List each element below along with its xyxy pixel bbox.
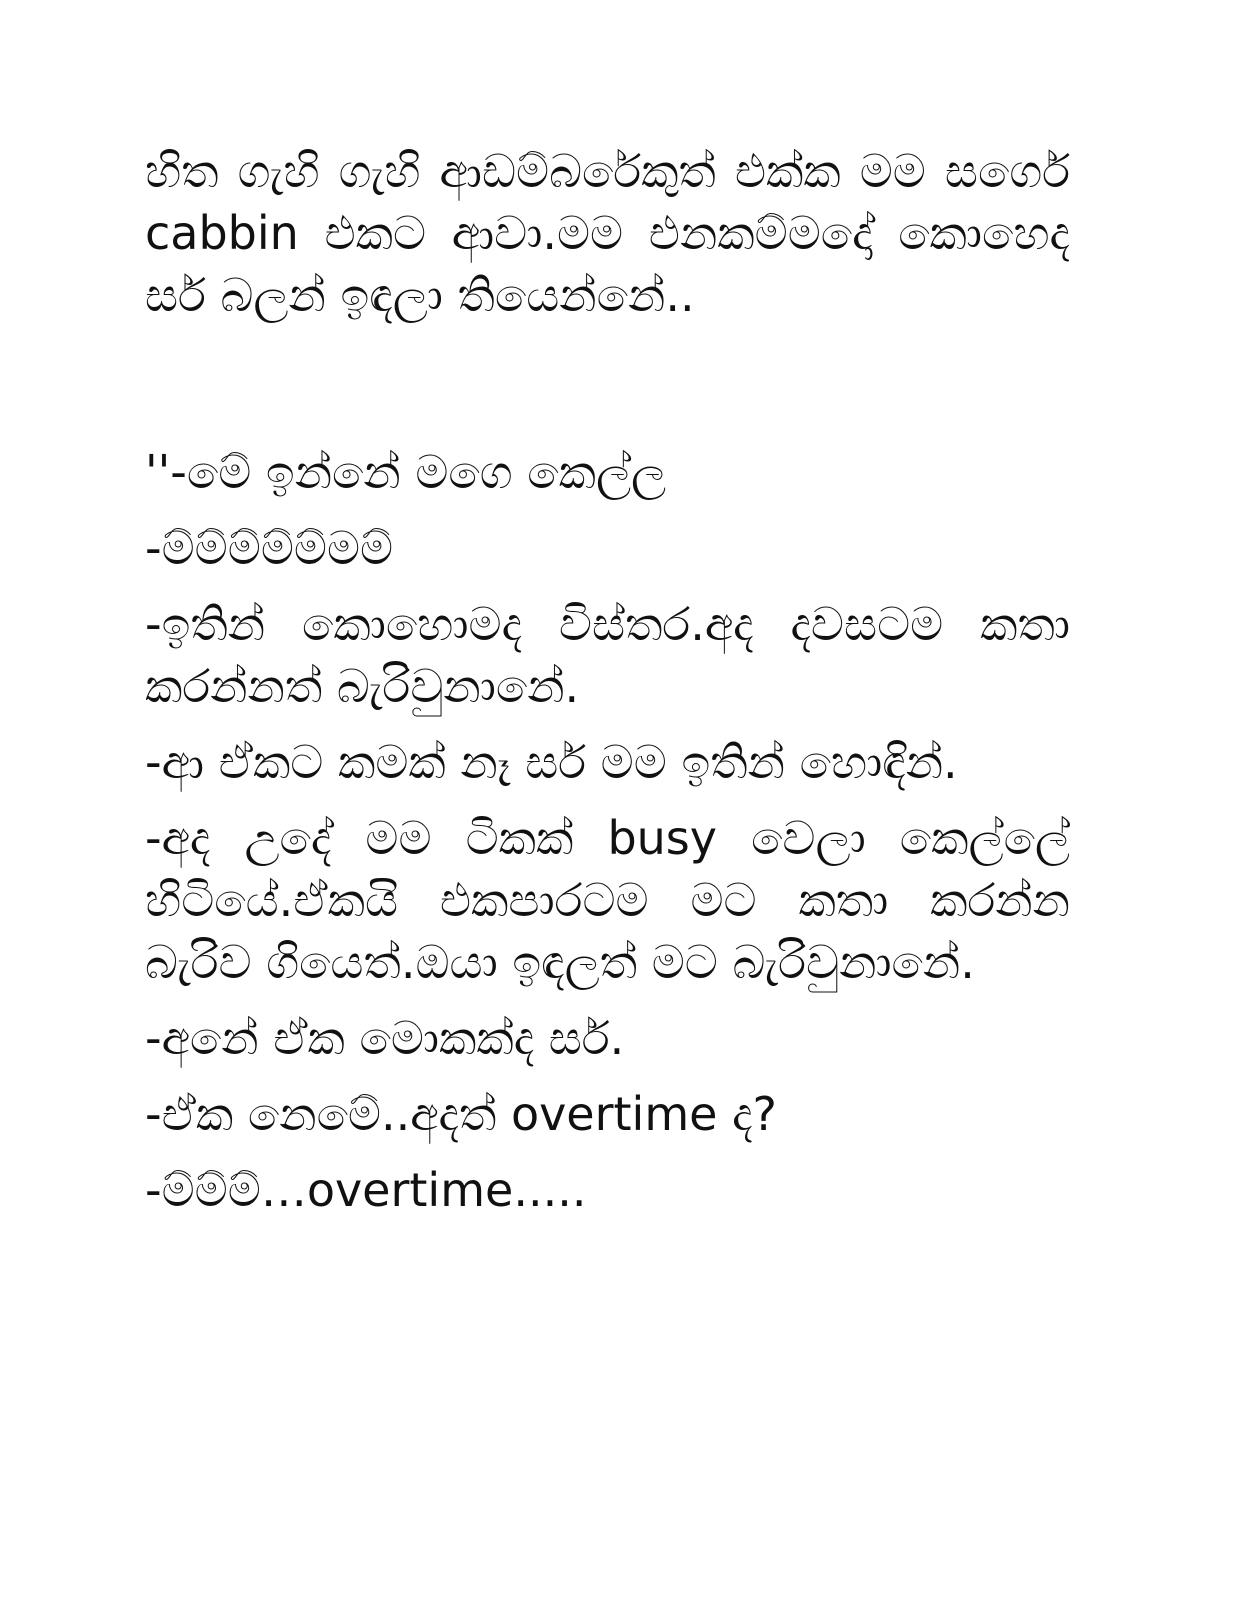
- dialogue-line: -ම්ම්ම්ම්ම්මම්: [145, 521, 394, 575]
- dialogue-line: -ම්ම්ම්…overtime.....: [145, 1163, 587, 1217]
- dialogue-block: [145, 441, 1070, 1221]
- dialogue-line: -අද උදේ මම ටිකක් busy වෙලා කෙල්ලේ හිටියේ.ඒකයි එකපාරටම මට කතා කරන්න බැරිව ගියෙත්.ඔයා ඉඳලත් මට බැරිවුනානේ.: [145, 811, 1070, 989]
- document-body: [145, 140, 1070, 1235]
- dialogue-line: -අනේ ඒක මොකක්ද සර්.: [145, 1011, 625, 1065]
- dialogue-line: -ඒක නෙමේ..අදත් overtime ද?: [145, 1087, 777, 1141]
- dialogue-line: ''-මේ ඉන්නේ මගෙ කෙල්ල: [145, 445, 667, 499]
- dialogue-line: -ආ ඒකට කමක් නෑ සර් මම ඉතින් හොඳින්.: [145, 735, 958, 789]
- dialogue-line: -ඉතින් කොහොමද විස්තර.අද දවසටම කතා කරන්නත් බැරිවුනානේ.: [145, 597, 1070, 713]
- intro-paragraph: හිත ගැහි ගැහි ආඩම්බරේකුත් එක්ක මම සර්ගෙ cabbin එකට ආවා.මම එනකම්මදෝ කොහෙද සර් බලන් ඉඳලා තියෙන්නේ..: [145, 144, 1070, 322]
